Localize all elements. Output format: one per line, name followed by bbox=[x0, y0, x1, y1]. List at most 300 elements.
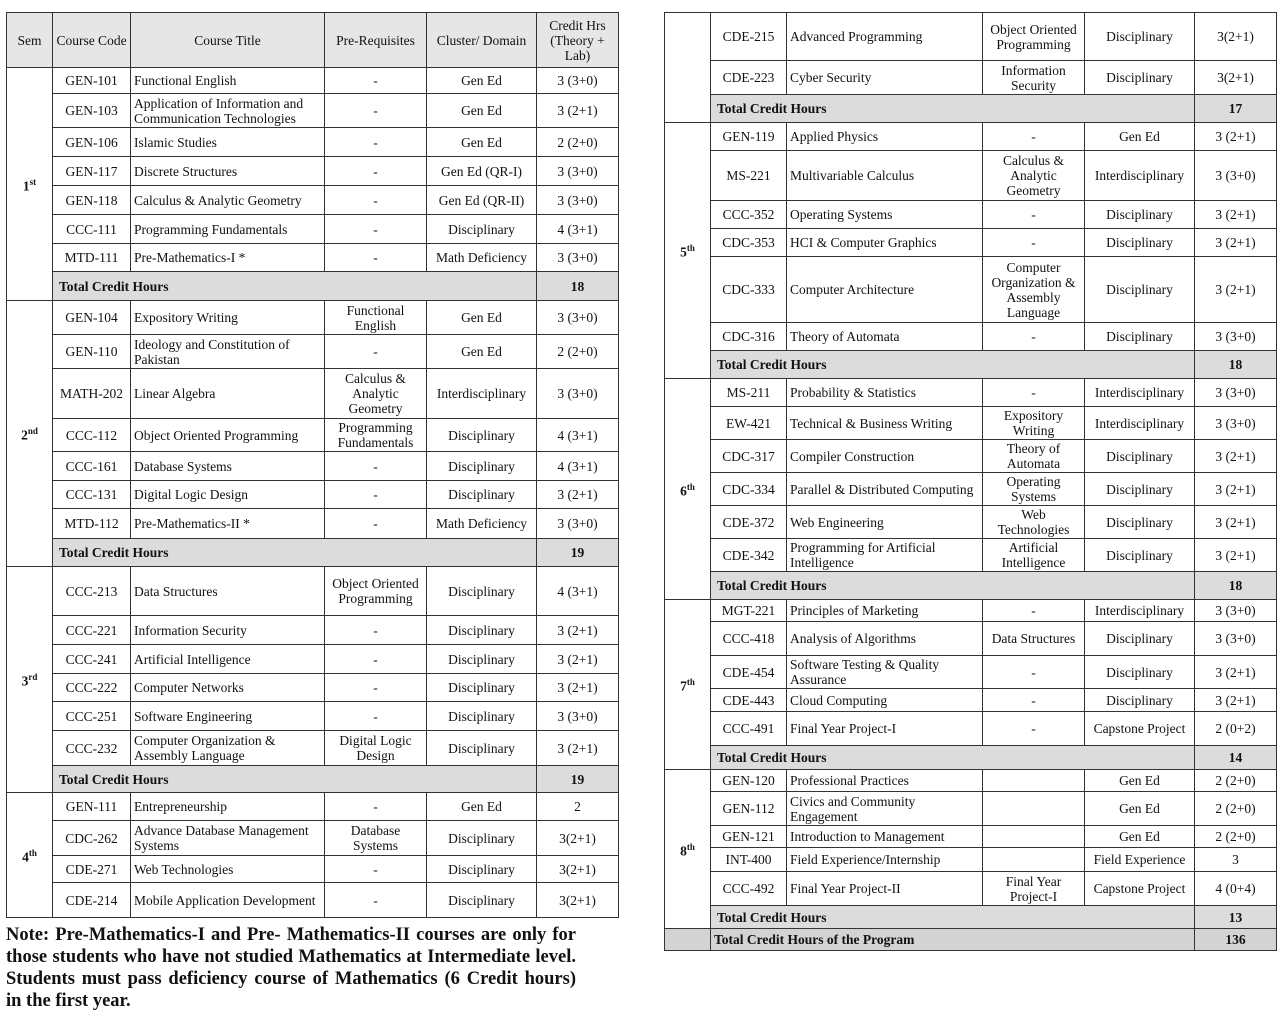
right-curriculum-panel bbox=[664, 12, 1276, 951]
course-row bbox=[665, 257, 1277, 323]
course-cluster: Disciplinary bbox=[427, 856, 537, 883]
semester-label bbox=[7, 793, 53, 918]
grand-total-label: Total Credit Hours of the Program bbox=[711, 929, 1195, 951]
course-credit-hours: 3 (3+0) bbox=[537, 702, 619, 731]
course-title: Expository Writing bbox=[131, 301, 325, 335]
semester-label bbox=[7, 301, 53, 567]
course-credit-hours: 4 (3+1) bbox=[537, 452, 619, 481]
total-credit-label: Total Credit Hours bbox=[711, 746, 1195, 770]
course-prerequisites: - bbox=[325, 793, 427, 821]
course-prerequisites: - bbox=[325, 215, 427, 244]
semester-suffix: th bbox=[28, 847, 37, 858]
course-cluster: Disciplinary bbox=[1085, 656, 1195, 689]
course-row bbox=[665, 61, 1277, 95]
course-code: CDC-317 bbox=[711, 440, 787, 473]
course-prerequisites: Final Year Project-I bbox=[983, 872, 1085, 906]
course-prerequisites: - bbox=[983, 229, 1085, 257]
course-cluster: Gen Ed (QR-I) bbox=[427, 157, 537, 186]
course-prerequisites: - bbox=[983, 379, 1085, 407]
course-credit-hours: 3 (3+0) bbox=[1195, 600, 1277, 622]
course-cluster: Disciplinary bbox=[1085, 229, 1195, 257]
course-row bbox=[7, 821, 619, 856]
course-cluster: Interdisciplinary bbox=[1085, 379, 1195, 407]
course-title: Database Systems bbox=[131, 452, 325, 481]
course-prerequisites: - bbox=[325, 94, 427, 128]
course-title: Programming Fundamentals bbox=[131, 215, 325, 244]
course-code: CCC-232 bbox=[53, 731, 131, 766]
course-prerequisites: Theory of Automata bbox=[983, 440, 1085, 473]
course-title: Analysis of Algorithms bbox=[787, 622, 983, 656]
course-credit-hours: 3 (3+0) bbox=[537, 244, 619, 272]
semester-number: 7 bbox=[680, 678, 687, 694]
course-row bbox=[7, 301, 619, 335]
course-title: Islamic Studies bbox=[131, 128, 325, 157]
course-code: CDE-223 bbox=[711, 61, 787, 95]
course-cluster: Disciplinary bbox=[1085, 689, 1195, 712]
total-credit-value: 13 bbox=[1195, 906, 1277, 929]
course-cluster: Disciplinary bbox=[427, 702, 537, 731]
total-row bbox=[665, 746, 1277, 770]
course-credit-hours: 2 (2+0) bbox=[1195, 770, 1277, 792]
course-title: Software Engineering bbox=[131, 702, 325, 731]
course-cluster: Interdisciplinary bbox=[427, 369, 537, 419]
course-credit-hours: 3 (2+1) bbox=[1195, 473, 1277, 506]
semester-number: 8 bbox=[680, 843, 687, 859]
course-prerequisites: Calculus & Analytic Geometry bbox=[983, 151, 1085, 201]
course-title: Programming for Artificial Intelligence bbox=[787, 539, 983, 572]
course-row bbox=[7, 645, 619, 674]
course-title: Discrete Structures bbox=[131, 157, 325, 186]
course-cluster: Disciplinary bbox=[427, 645, 537, 674]
course-title: Final Year Project-II bbox=[787, 872, 983, 906]
course-cluster: Disciplinary bbox=[1085, 257, 1195, 323]
course-credit-hours: 3 (3+0) bbox=[1195, 407, 1277, 440]
course-credit-hours: 3 (2+1) bbox=[537, 481, 619, 509]
course-cluster: Gen Ed bbox=[1085, 770, 1195, 792]
course-code: GEN-101 bbox=[53, 68, 131, 94]
course-row bbox=[665, 440, 1277, 473]
total-credit-value: 17 bbox=[1195, 95, 1277, 123]
total-row bbox=[665, 95, 1277, 123]
course-row bbox=[7, 335, 619, 369]
course-credit-hours: 3(2+1) bbox=[1195, 13, 1277, 61]
course-code: CCC-491 bbox=[711, 712, 787, 746]
course-title: Computer Networks bbox=[131, 674, 325, 702]
course-credit-hours: 3 (2+1) bbox=[537, 94, 619, 128]
course-credit-hours: 3 (3+0) bbox=[1195, 622, 1277, 656]
course-cluster: Math Deficiency bbox=[427, 509, 537, 539]
course-code: CDE-215 bbox=[711, 13, 787, 61]
course-row bbox=[7, 509, 619, 539]
total-row bbox=[665, 351, 1277, 379]
course-prerequisites: Functional English bbox=[325, 301, 427, 335]
course-row bbox=[665, 712, 1277, 746]
course-credit-hours: 3 (2+1) bbox=[1195, 229, 1277, 257]
course-prerequisites: - bbox=[325, 335, 427, 369]
course-credit-hours: 3 (3+0) bbox=[1195, 323, 1277, 351]
course-cluster: Disciplinary bbox=[1085, 13, 1195, 61]
course-credit-hours: 2 (2+0) bbox=[1195, 792, 1277, 826]
course-cluster: Disciplinary bbox=[1085, 440, 1195, 473]
course-row bbox=[665, 13, 1277, 61]
semester-number: 6 bbox=[680, 483, 687, 499]
course-credit-hours: 3(2+1) bbox=[537, 883, 619, 918]
course-row bbox=[665, 826, 1277, 848]
course-cluster: Disciplinary bbox=[427, 731, 537, 766]
semester-label bbox=[665, 13, 711, 123]
course-credit-hours: 3 (2+1) bbox=[1195, 257, 1277, 323]
course-title: Parallel & Distributed Computing bbox=[787, 473, 983, 506]
semester-number: 2 bbox=[21, 427, 28, 443]
course-cluster: Disciplinary bbox=[427, 481, 537, 509]
course-code: MGT-221 bbox=[711, 600, 787, 622]
semester-suffix: nd bbox=[27, 426, 38, 437]
total-credit-label: Total Credit Hours bbox=[53, 539, 537, 567]
semester-number: 1 bbox=[22, 178, 30, 194]
course-credit-hours: 4 (3+1) bbox=[537, 419, 619, 452]
course-code: GEN-103 bbox=[53, 94, 131, 128]
course-row bbox=[7, 567, 619, 616]
note-text: Note: Pre-Mathematics-I and Pre- Mathematics-II courses are only for those students who have not studied Mathematics at Intermediate level. Students must pass deficiency course of Mathematics (6 Credit hours) in the first year. bbox=[6, 925, 576, 1011]
course-prerequisites: - bbox=[325, 645, 427, 674]
course-prerequisites: - bbox=[983, 123, 1085, 151]
course-prerequisites: - bbox=[983, 323, 1085, 351]
course-prerequisites: Computer Organization & Assembly Language bbox=[983, 257, 1085, 323]
total-credit-value: 18 bbox=[1195, 572, 1277, 600]
course-prerequisites: Digital Logic Design bbox=[325, 731, 427, 766]
course-prerequisites: - bbox=[325, 616, 427, 645]
semester-number: 4 bbox=[22, 849, 29, 865]
course-code: CCC-222 bbox=[53, 674, 131, 702]
course-cluster: Disciplinary bbox=[1085, 506, 1195, 539]
grand-total-row bbox=[665, 929, 1277, 951]
course-row bbox=[665, 770, 1277, 792]
course-title: Cloud Computing bbox=[787, 689, 983, 712]
course-code: MS-211 bbox=[711, 379, 787, 407]
course-code: GEN-120 bbox=[711, 770, 787, 792]
total-row bbox=[7, 766, 619, 793]
header-course-title: Course Title bbox=[131, 13, 325, 68]
course-credit-hours: 3 (2+1) bbox=[1195, 201, 1277, 229]
course-cluster: Gen Ed (QR-II) bbox=[427, 186, 537, 215]
course-prerequisites: - bbox=[325, 509, 427, 539]
course-credit-hours: 3(2+1) bbox=[537, 856, 619, 883]
total-credit-value: 18 bbox=[1195, 351, 1277, 379]
total-credit-label: Total Credit Hours bbox=[53, 272, 537, 301]
course-code: CDE-443 bbox=[711, 689, 787, 712]
course-title: Functional English bbox=[131, 68, 325, 94]
course-title: Applied Physics bbox=[787, 123, 983, 151]
course-prerequisites bbox=[983, 792, 1085, 826]
course-row bbox=[665, 229, 1277, 257]
course-prerequisites: Calculus & Analytic Geometry bbox=[325, 369, 427, 419]
course-prerequisites: Programming Fundamentals bbox=[325, 419, 427, 452]
course-code: CCC-213 bbox=[53, 567, 131, 616]
course-code: CCC-131 bbox=[53, 481, 131, 509]
course-code: GEN-106 bbox=[53, 128, 131, 157]
course-credit-hours: 3 (3+0) bbox=[537, 301, 619, 335]
header-course-code: Course Code bbox=[53, 13, 131, 68]
course-prerequisites: Artificial Intelligence bbox=[983, 539, 1085, 572]
course-code: CCC-251 bbox=[53, 702, 131, 731]
course-title: Application of Information and Communication Technologies bbox=[131, 94, 325, 128]
course-code: MTD-111 bbox=[53, 244, 131, 272]
course-prerequisites: Web Technologies bbox=[983, 506, 1085, 539]
course-cluster: Disciplinary bbox=[427, 821, 537, 856]
total-credit-value: 19 bbox=[537, 539, 619, 567]
course-code: GEN-119 bbox=[711, 123, 787, 151]
course-prerequisites: - bbox=[325, 186, 427, 215]
course-row bbox=[7, 452, 619, 481]
course-cluster: Capstone Project bbox=[1085, 872, 1195, 906]
course-cluster: Disciplinary bbox=[427, 883, 537, 918]
total-credit-label: Total Credit Hours bbox=[711, 572, 1195, 600]
course-title: Advanced Programming bbox=[787, 13, 983, 61]
course-credit-hours: 3 (2+1) bbox=[1195, 506, 1277, 539]
course-row bbox=[665, 407, 1277, 440]
course-prerequisites bbox=[983, 826, 1085, 848]
course-row bbox=[7, 616, 619, 645]
course-code: CCC-241 bbox=[53, 645, 131, 674]
course-code: GEN-104 bbox=[53, 301, 131, 335]
course-row bbox=[665, 473, 1277, 506]
course-code: INT-400 bbox=[711, 848, 787, 872]
course-title: Ideology and Constitution of Pakistan bbox=[131, 335, 325, 369]
course-title: Theory of Automata bbox=[787, 323, 983, 351]
course-title: Pre-Mathematics-II * bbox=[131, 509, 325, 539]
course-cluster: Disciplinary bbox=[427, 215, 537, 244]
course-credit-hours: 4 (0+4) bbox=[1195, 872, 1277, 906]
total-credit-value: 18 bbox=[537, 272, 619, 301]
course-title: Compiler Construction bbox=[787, 440, 983, 473]
course-row bbox=[665, 600, 1277, 622]
course-title: Cyber Security bbox=[787, 61, 983, 95]
course-code: MTD-112 bbox=[53, 509, 131, 539]
course-credit-hours: 3 (2+1) bbox=[537, 731, 619, 766]
course-cluster: Disciplinary bbox=[1085, 473, 1195, 506]
course-row bbox=[7, 68, 619, 94]
course-title: Principles of Marketing bbox=[787, 600, 983, 622]
course-cluster: Gen Ed bbox=[427, 68, 537, 94]
course-row bbox=[7, 128, 619, 157]
course-credit-hours: 3 bbox=[1195, 848, 1277, 872]
course-credit-hours: 3 (2+1) bbox=[1195, 689, 1277, 712]
course-row bbox=[7, 883, 619, 918]
course-credit-hours: 3 (3+0) bbox=[537, 509, 619, 539]
total-row bbox=[665, 572, 1277, 600]
course-credit-hours: 3(2+1) bbox=[537, 821, 619, 856]
course-title: Artificial Intelligence bbox=[131, 645, 325, 674]
course-credit-hours: 4 (3+1) bbox=[537, 215, 619, 244]
total-credit-value: 14 bbox=[1195, 746, 1277, 770]
course-credit-hours: 2 (2+0) bbox=[537, 128, 619, 157]
course-prerequisites: - bbox=[325, 702, 427, 731]
course-code: CCC-161 bbox=[53, 452, 131, 481]
course-prerequisites: - bbox=[325, 128, 427, 157]
course-row bbox=[665, 622, 1277, 656]
header-credit-hours: Credit Hrs (Theory + Lab) bbox=[537, 13, 619, 68]
course-code: GEN-118 bbox=[53, 186, 131, 215]
course-credit-hours: 2 (2+0) bbox=[1195, 826, 1277, 848]
course-cluster: Disciplinary bbox=[1085, 61, 1195, 95]
course-cluster: Interdisciplinary bbox=[1085, 151, 1195, 201]
course-credit-hours: 3 (3+0) bbox=[537, 186, 619, 215]
semester-suffix: th bbox=[686, 481, 695, 492]
course-row bbox=[665, 323, 1277, 351]
course-title: Final Year Project-I bbox=[787, 712, 983, 746]
course-row bbox=[7, 94, 619, 128]
total-credit-label: Total Credit Hours bbox=[53, 766, 537, 793]
course-prerequisites: - bbox=[983, 600, 1085, 622]
semester-suffix: th bbox=[686, 243, 695, 254]
course-title: Technical & Business Writing bbox=[787, 407, 983, 440]
course-title: Entrepreneurship bbox=[131, 793, 325, 821]
course-credit-hours: 3 (2+1) bbox=[1195, 656, 1277, 689]
course-title: Professional Practices bbox=[787, 770, 983, 792]
semester-label bbox=[665, 600, 711, 770]
course-row bbox=[7, 215, 619, 244]
course-code: CCC-492 bbox=[711, 872, 787, 906]
course-title: Operating Systems bbox=[787, 201, 983, 229]
course-code: CCC-418 bbox=[711, 622, 787, 656]
course-row bbox=[7, 674, 619, 702]
total-row bbox=[7, 272, 619, 301]
header-sem: Sem bbox=[7, 13, 53, 68]
course-prerequisites: Information Security bbox=[983, 61, 1085, 95]
course-cluster: Gen Ed bbox=[1085, 792, 1195, 826]
course-row bbox=[665, 151, 1277, 201]
course-row bbox=[7, 244, 619, 272]
course-cluster: Math Deficiency bbox=[427, 244, 537, 272]
course-credit-hours: 3 (3+0) bbox=[537, 68, 619, 94]
course-cluster: Disciplinary bbox=[1085, 622, 1195, 656]
course-cluster: Gen Ed bbox=[427, 335, 537, 369]
course-cluster: Disciplinary bbox=[1085, 201, 1195, 229]
course-code: CDC-316 bbox=[711, 323, 787, 351]
course-cluster: Disciplinary bbox=[427, 674, 537, 702]
course-row bbox=[7, 419, 619, 452]
course-credit-hours: 3 (2+1) bbox=[537, 616, 619, 645]
semester-label bbox=[665, 123, 711, 379]
course-code: GEN-110 bbox=[53, 335, 131, 369]
semester-label bbox=[7, 567, 53, 793]
course-row bbox=[665, 506, 1277, 539]
course-row bbox=[665, 539, 1277, 572]
course-row bbox=[7, 157, 619, 186]
course-code: GEN-111 bbox=[53, 793, 131, 821]
course-prerequisites: - bbox=[325, 244, 427, 272]
course-credit-hours: 3(2+1) bbox=[1195, 61, 1277, 95]
course-row bbox=[7, 186, 619, 215]
course-prerequisites: - bbox=[325, 856, 427, 883]
semester-number: 3 bbox=[21, 673, 29, 689]
course-code: CDC-262 bbox=[53, 821, 131, 856]
course-title: Mobile Application Development bbox=[131, 883, 325, 918]
course-title: Field Experience/Internship bbox=[787, 848, 983, 872]
course-prerequisites: Database Systems bbox=[325, 821, 427, 856]
course-credit-hours: 2 bbox=[537, 793, 619, 821]
grand-total-value: 136 bbox=[1195, 929, 1277, 951]
course-row bbox=[665, 656, 1277, 689]
left-curriculum-panel bbox=[6, 12, 618, 918]
course-title: Civics and Community Engagement bbox=[787, 792, 983, 826]
semester-label bbox=[7, 68, 53, 301]
course-cluster: Disciplinary bbox=[1085, 539, 1195, 572]
course-credit-hours: 3 (3+0) bbox=[537, 369, 619, 419]
course-title: Information Security bbox=[131, 616, 325, 645]
header-cluster-domain: Cluster/ Domain bbox=[427, 13, 537, 68]
course-cluster: Disciplinary bbox=[427, 567, 537, 616]
course-cluster: Gen Ed bbox=[1085, 826, 1195, 848]
course-row bbox=[665, 848, 1277, 872]
course-credit-hours: 3 (3+0) bbox=[537, 157, 619, 186]
semester-suffix: th bbox=[686, 677, 695, 688]
course-code: CDC-333 bbox=[711, 257, 787, 323]
course-prerequisites: - bbox=[325, 674, 427, 702]
course-prerequisites: Object Oriented Programming bbox=[325, 567, 427, 616]
course-code: CDE-214 bbox=[53, 883, 131, 918]
total-credit-label: Total Credit Hours bbox=[711, 95, 1195, 123]
curriculum-table-left bbox=[6, 12, 619, 918]
course-row bbox=[665, 379, 1277, 407]
semester-number: 5 bbox=[680, 244, 687, 260]
course-row bbox=[7, 369, 619, 419]
course-code: CDE-342 bbox=[711, 539, 787, 572]
header-prerequisites: Pre-Requisites bbox=[325, 13, 427, 68]
course-code: GEN-112 bbox=[711, 792, 787, 826]
semester-suffix: st bbox=[29, 176, 37, 187]
course-code: CDE-372 bbox=[711, 506, 787, 539]
course-code: CDE-454 bbox=[711, 656, 787, 689]
course-prerequisites: - bbox=[983, 201, 1085, 229]
curriculum-table-right bbox=[664, 12, 1277, 951]
course-title: Calculus & Analytic Geometry bbox=[131, 186, 325, 215]
course-title: Computer Organization & Assembly Language bbox=[131, 731, 325, 766]
course-cluster: Gen Ed bbox=[427, 94, 537, 128]
course-prerequisites bbox=[983, 770, 1085, 792]
course-credit-hours: 3 (2+1) bbox=[537, 645, 619, 674]
course-prerequisites: Data Structures bbox=[983, 622, 1085, 656]
course-cluster: Gen Ed bbox=[427, 793, 537, 821]
course-title: Computer Architecture bbox=[787, 257, 983, 323]
course-prerequisites: - bbox=[983, 712, 1085, 746]
course-code: CDE-271 bbox=[53, 856, 131, 883]
course-row bbox=[7, 793, 619, 821]
course-title: Linear Algebra bbox=[131, 369, 325, 419]
course-credit-hours: 3 (2+1) bbox=[1195, 123, 1277, 151]
course-prerequisites: - bbox=[325, 68, 427, 94]
course-prerequisites: - bbox=[325, 157, 427, 186]
course-row bbox=[665, 689, 1277, 712]
course-title: HCI & Computer Graphics bbox=[787, 229, 983, 257]
course-code: CCC-221 bbox=[53, 616, 131, 645]
course-cluster: Disciplinary bbox=[427, 616, 537, 645]
course-prerequisites: Object Oriented Programming bbox=[983, 13, 1085, 61]
semester-suffix: rd bbox=[28, 672, 38, 683]
course-row bbox=[665, 792, 1277, 826]
course-code: MS-221 bbox=[711, 151, 787, 201]
course-credit-hours: 3 (3+0) bbox=[1195, 151, 1277, 201]
course-title: Data Structures bbox=[131, 567, 325, 616]
semester-label bbox=[665, 379, 711, 600]
course-prerequisites: - bbox=[983, 689, 1085, 712]
course-credit-hours: 3 (2+1) bbox=[1195, 539, 1277, 572]
course-row bbox=[7, 481, 619, 509]
course-cluster: Gen Ed bbox=[1085, 123, 1195, 151]
course-row bbox=[7, 731, 619, 766]
course-credit-hours: 3 (3+0) bbox=[1195, 379, 1277, 407]
course-code: CDC-353 bbox=[711, 229, 787, 257]
